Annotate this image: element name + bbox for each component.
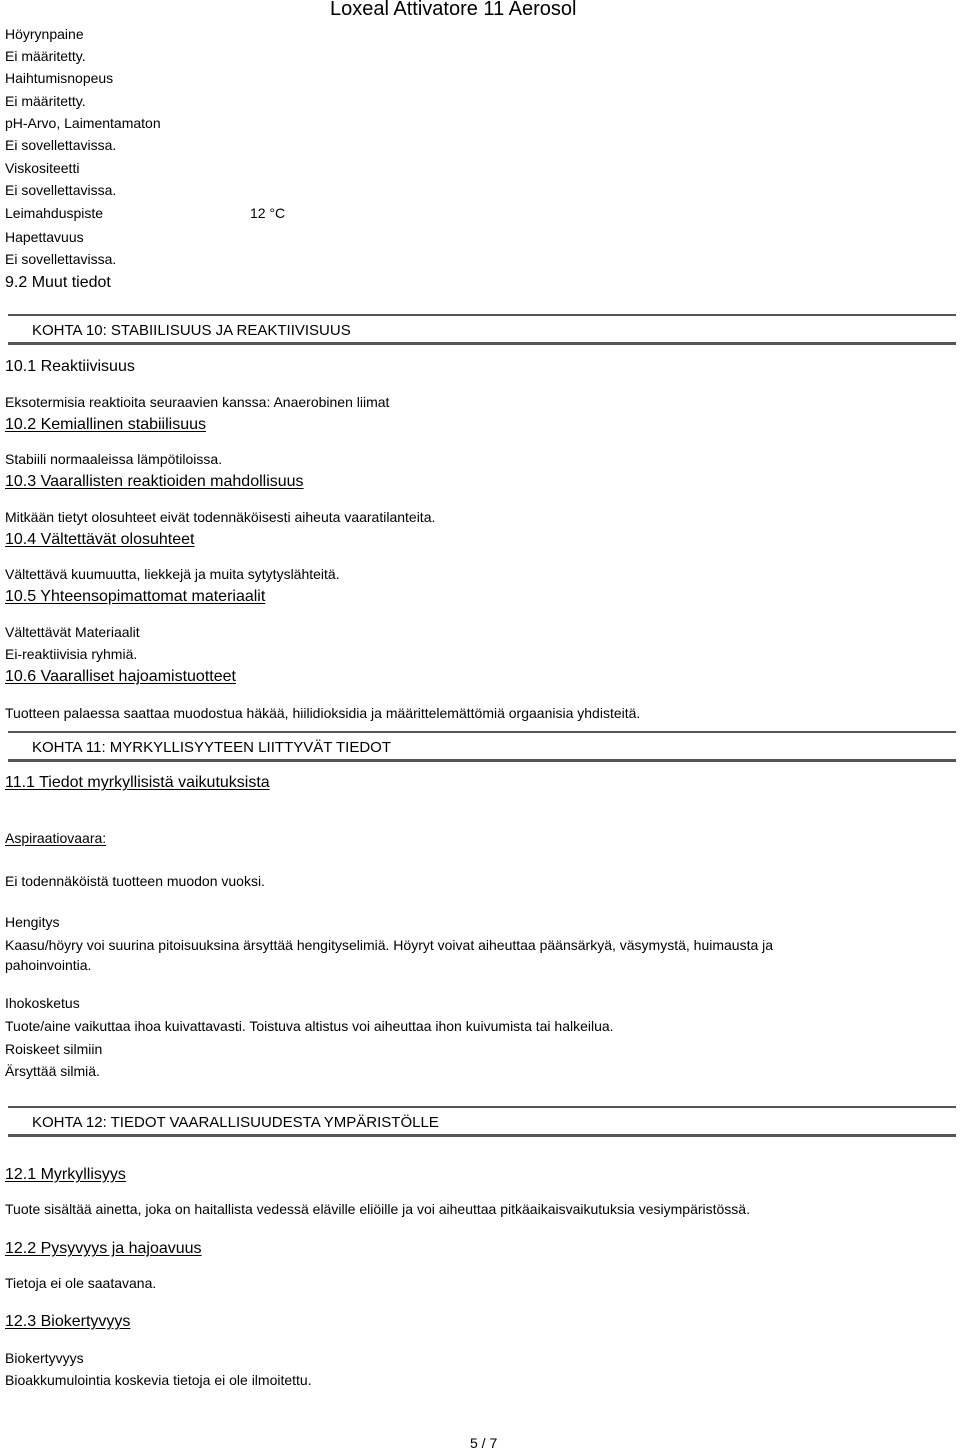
toxicity-heading: 12.1 Myrkyllisyys	[5, 1166, 126, 1183]
stability-text: Stabiili normaaleissa lämpötiloissa.	[5, 451, 223, 467]
reactivity-text: Eksotermisia reaktioita seuraavien kanssa: Anaerobinen liimat	[5, 394, 390, 410]
section-10-banner	[8, 314, 956, 345]
toxicological-heading: 11.1 Tiedot myrkyllisistä vaikutuksista	[5, 774, 270, 791]
evaporation-rate-value: Ei määritetty.	[5, 93, 86, 109]
eye-contact-label: Roiskeet silmiin	[5, 1041, 103, 1057]
flash-point-label: Leimahduspiste	[5, 205, 104, 221]
hazardous-reactions-heading: 10.3 Vaarallisten reaktioiden mahdollisuus	[5, 473, 304, 490]
section-12-heading: KOHTA 12: TIEDOT VAARALLISUUDESTA YMPÄRISTÖLLE	[32, 1114, 439, 1131]
ph-value: Ei sovellettavissa.	[5, 137, 117, 153]
hazardous-reactions-text: Mitkään tietyt olosuhteet eivät todennäköisesti aiheuta vaaratilanteita.	[5, 509, 436, 525]
other-info-heading: 9.2 Muut tiedot	[5, 274, 111, 291]
section-10-heading: KOHTA 10: STABIILISUUS JA REAKTIIVISUUS	[32, 322, 351, 339]
vapor-pressure-label: Höyrynpaine	[5, 26, 84, 42]
page-number: 5 / 7	[470, 1435, 498, 1451]
bioaccumulation-text: Bioakkumulointia koskevia tietoja ei ole ilmoitettu.	[5, 1372, 312, 1388]
inhalation-text-line1: Kaasu/höyry voi suurina pitoisuuksina ärsyttää hengityselimiä. Höyryt voivat aiheuttaa päänsärkyä, väsymystä, huimausta ja	[5, 937, 774, 953]
ph-label: pH-Arvo, Laimentamaton	[5, 115, 161, 131]
skin-contact-text: Tuote/aine vaikuttaa ihoa kuivattavasti. Toistuva altistus voi aiheuttaa ihon kuivumista tai halkeilua.	[5, 1018, 614, 1034]
decomposition-text: Tuotteen palaessa saattaa muodostua häkää, hiilidioksidia ja määrittelemättömiä orgaanisia yhdisteitä.	[5, 705, 641, 721]
conditions-heading: 10.4 Vältettävät olosuhteet	[5, 531, 195, 548]
section-11-banner	[8, 731, 956, 762]
decomposition-heading: 10.6 Vaaralliset hajoamistuotteet	[5, 668, 236, 685]
vapor-pressure-value: Ei määritetty.	[5, 48, 86, 64]
conditions-text: Vältettävä kuumuutta, liekkejä ja muita sytytyslähteitä.	[5, 566, 340, 582]
bioaccumulation-label: Biokertyvyys	[5, 1350, 84, 1366]
section-11-heading: KOHTA 11: MYRKYLLISYYTEEN LIITTYVÄT TIEDOT	[32, 739, 391, 756]
aspiration-text: Ei todennäköistä tuotteen muodon vuoksi.	[5, 873, 265, 889]
bioaccumulation-heading: 12.3 Biokertyvyys	[5, 1313, 131, 1330]
viscosity-label: Viskositeetti	[5, 160, 80, 176]
inhalation-text-line2: pahoinvointia.	[5, 957, 92, 973]
materials-text: Ei-reaktiivisia ryhmiä.	[5, 646, 138, 662]
flash-point-value: 12 °C	[250, 205, 286, 221]
eye-contact-text: Ärsyttää silmiä.	[5, 1063, 100, 1079]
stability-heading: 10.2 Kemiallinen stabiilisuus	[5, 416, 206, 433]
incompatible-materials-heading: 10.5 Yhteensopimattomat materiaalit	[5, 588, 266, 605]
persistence-heading: 12.2 Pysyvyys ja hajoavuus	[5, 1240, 202, 1257]
inhalation-label: Hengitys	[5, 914, 60, 930]
skin-contact-label: Ihokosketus	[5, 995, 80, 1011]
reactivity-heading: 10.1 Reaktiivisuus	[5, 358, 135, 375]
toxicity-text: Tuote sisältää ainetta, joka on haitallista vedessä eläville eliöille ja voi aiheuttaa pitkäaikaisvaikutuksia vesiympäristössä.	[5, 1201, 750, 1217]
materials-label: Vältettävät Materiaalit	[5, 624, 140, 640]
evaporation-rate-label: Haihtumisnopeus	[5, 70, 114, 86]
oxidizing-label: Hapettavuus	[5, 229, 84, 245]
section-12-banner	[8, 1106, 956, 1137]
viscosity-value: Ei sovellettavissa.	[5, 182, 117, 198]
aspiration-label: Aspiraatiovaara:	[5, 830, 107, 846]
oxidizing-value: Ei sovellettavissa.	[5, 251, 117, 267]
persistence-text: Tietoja ei ole saatavana.	[5, 1275, 157, 1291]
document-title: Loxeal Attivatore 11 Aerosol	[330, 0, 577, 20]
